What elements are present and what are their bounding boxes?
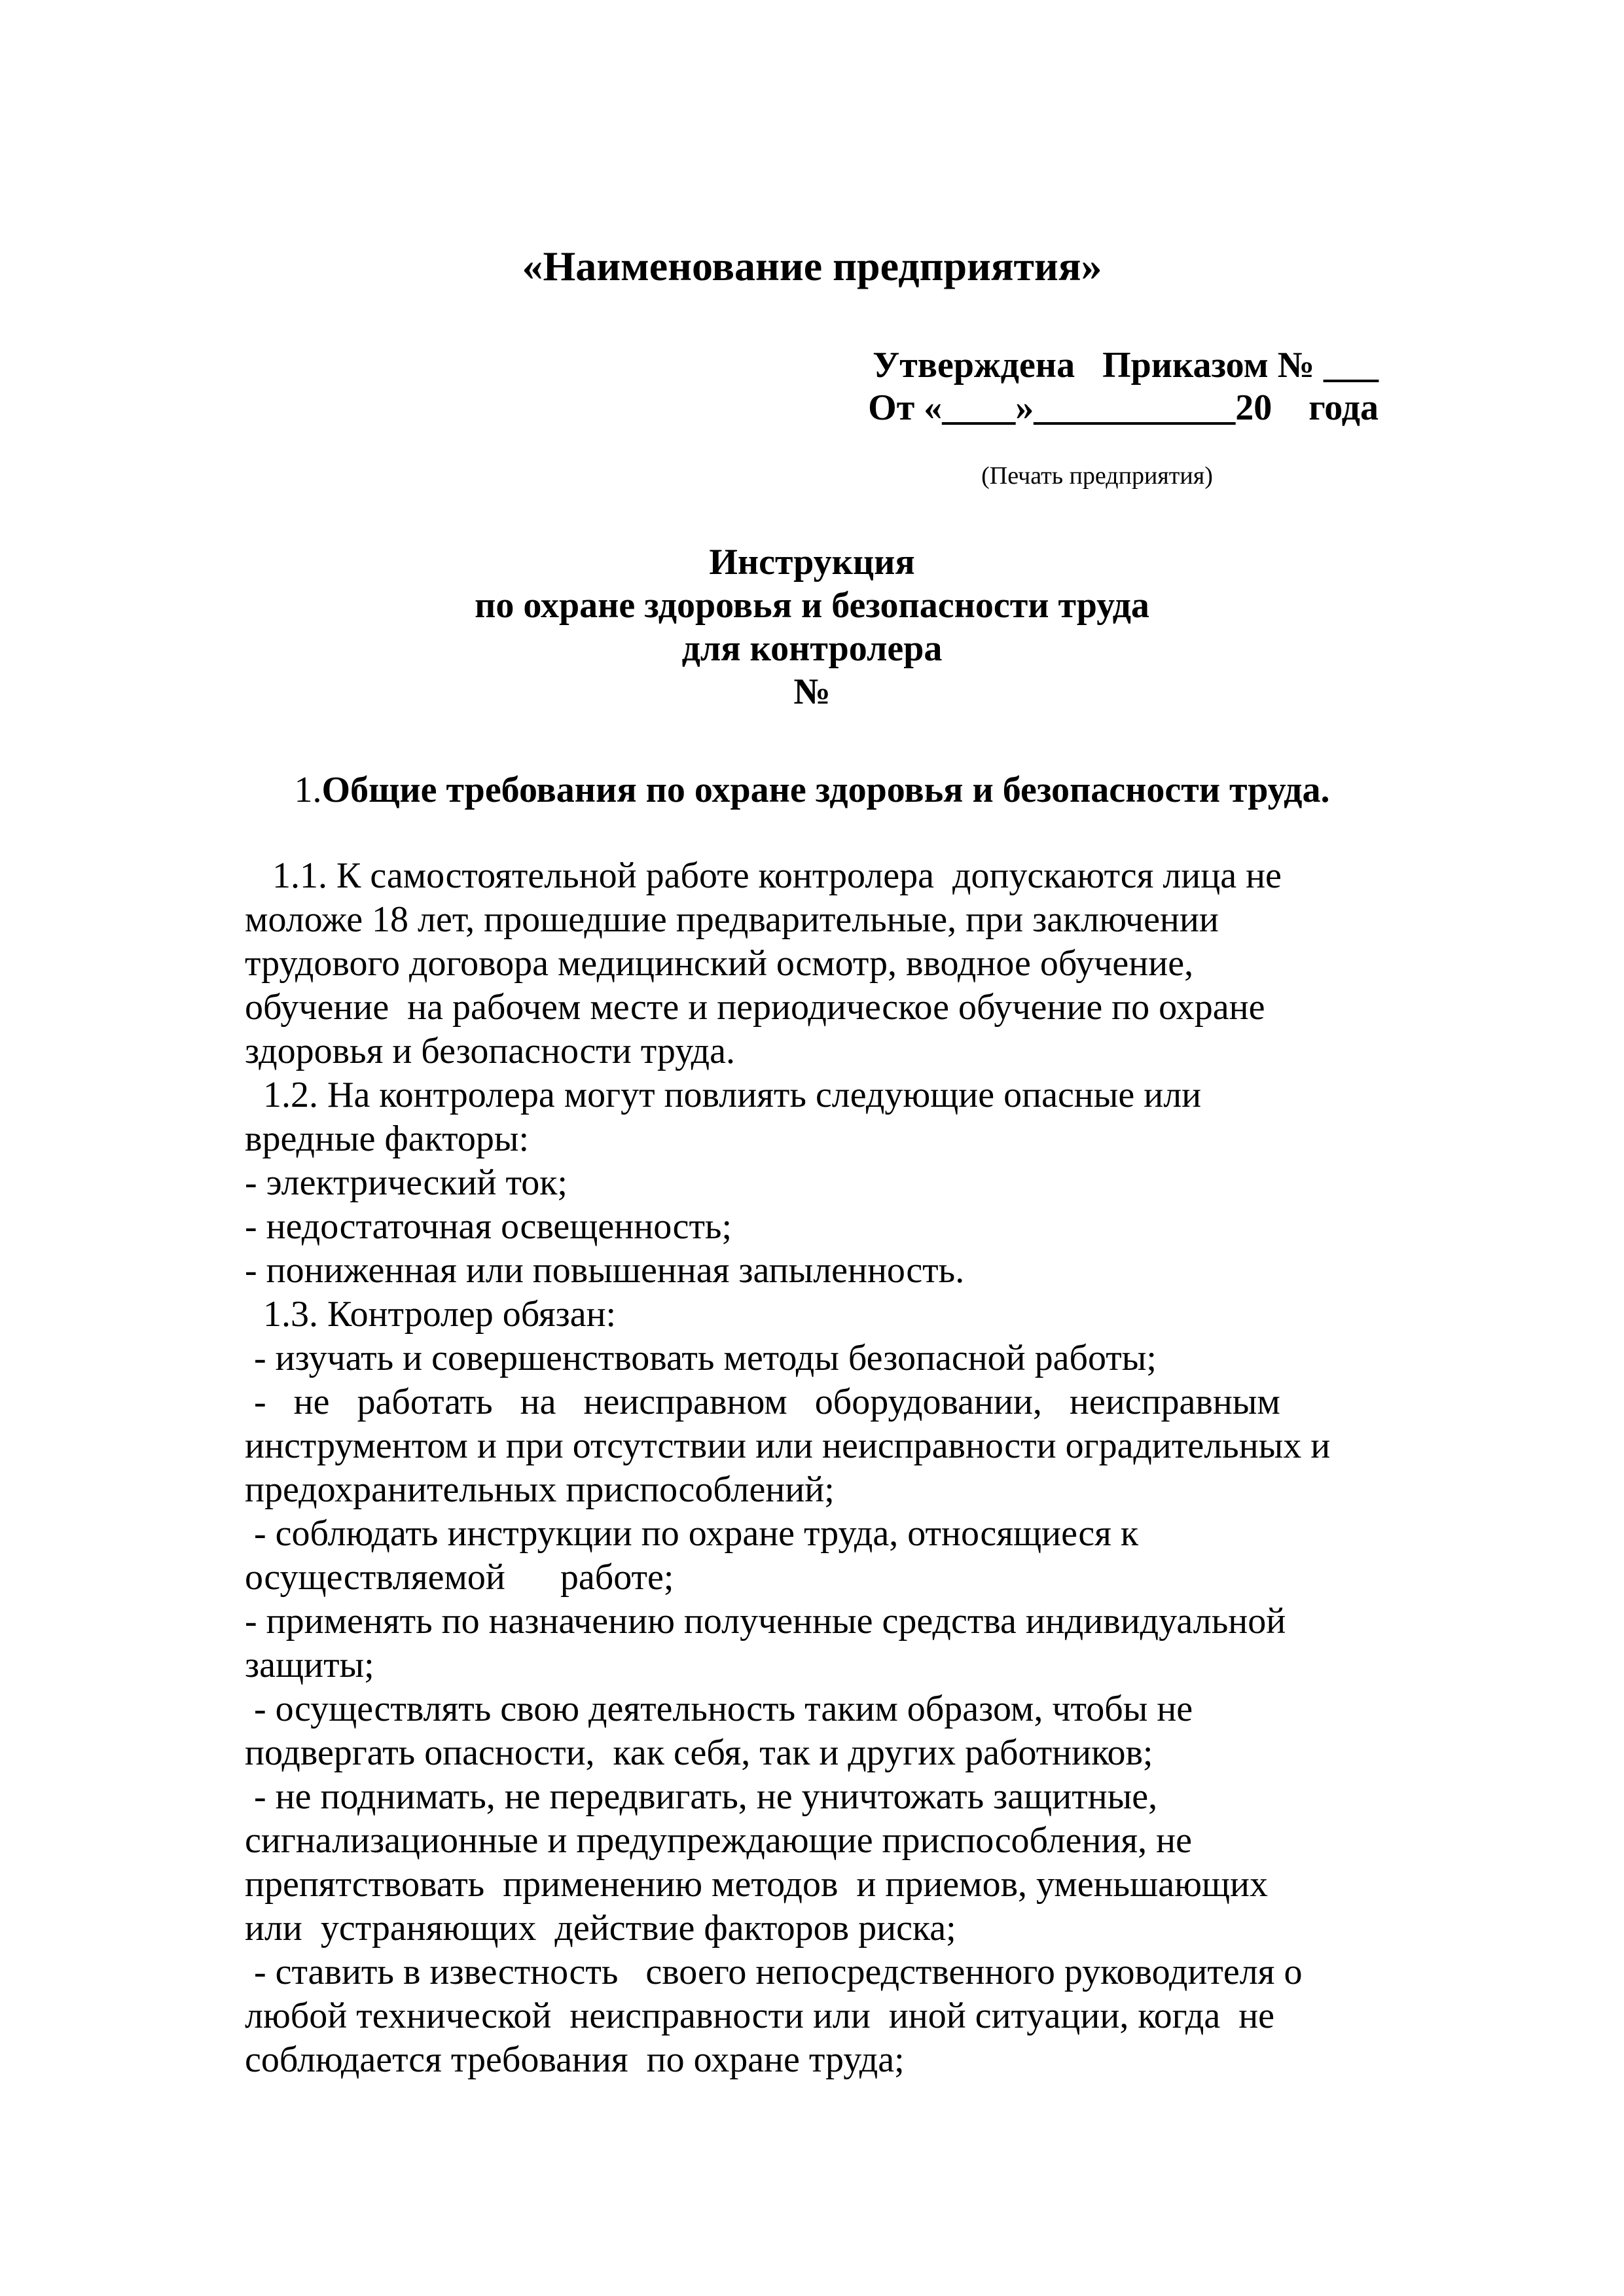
body-line: инструментом и при отсутствии или неисправности оградительных и <box>245 1426 1331 1466</box>
body-line: защиты; <box>245 1645 374 1685</box>
approval-date-line: От «____»___________20 года <box>868 387 1379 428</box>
body-line: 1.3. Контролер обязан: <box>245 1294 617 1335</box>
approval-order-line: Утверждена Приказом № ___ <box>873 345 1379 386</box>
body-line: моложе 18 лет, прошедшие предварительные, при заключении <box>245 899 1219 940</box>
section-number: 1. <box>294 770 322 810</box>
organization-name: «Наименование предприятия» <box>522 243 1102 289</box>
title-line-4: № <box>793 672 831 712</box>
section-heading-text: Общие требования по охране здоровья и безопасности труда. <box>321 770 1330 810</box>
body-line: - ставить в известность своего непосредственного руководителя о <box>245 1952 1303 1992</box>
body-line: - не поднимать, не передвигать, не уничтожать защитные, <box>245 1776 1158 1817</box>
body-line: - электрический ток; <box>245 1162 568 1203</box>
body-line: вредные факторы: <box>245 1119 530 1159</box>
body-line: сигнализационные и предупреждающие приспособления, не <box>245 1820 1192 1861</box>
title-line-2: по охране здоровья и безопасности труда <box>475 585 1149 626</box>
body-line: предохранительных приспособлений; <box>245 1469 835 1510</box>
title-line-3: для контролера <box>681 628 943 669</box>
body-line: - соблюдать инструкции по охране труда, относящиеся к <box>245 1513 1139 1554</box>
body-line: - применять по назначению полученные средства индивидуальной <box>245 1601 1286 1641</box>
body-line: обучение на рабочем месте и периодическое обучение по охране <box>245 987 1265 1028</box>
body-line: любой технической неисправности или иной ситуации, когда не <box>245 1996 1275 2036</box>
body-line: соблюдается требования по охране труда; <box>245 2039 905 2080</box>
body-text <box>245 854 1384 2082</box>
body-line: или устраняющих действие факторов риска; <box>245 1908 956 1948</box>
body-line: - пониженная или повышенная запыленность. <box>245 1250 965 1291</box>
body-line: - осуществлять свою деятельность таким образом, чтобы не <box>245 1689 1193 1729</box>
body-line: 1.2. На контролера могут повлиять следующие опасные или <box>245 1075 1202 1115</box>
title-line-1: Инструкция <box>709 542 915 583</box>
body-line: осуществляемой работе; <box>245 1557 674 1598</box>
body-line: подвергать опасности, как себя, так и других работников; <box>245 1732 1153 1773</box>
document-title <box>0 541 1624 713</box>
body-line: здоровья и безопасности труда. <box>245 1031 735 1071</box>
body-line: - изучать и совершенствовать методы безопасной работы; <box>245 1338 1157 1378</box>
stamp-note: (Печать предприятия) <box>981 462 1213 490</box>
body-line: препятствовать применению методов и приемов, уменьшающих <box>245 1864 1268 1905</box>
body-line: - недостаточная освещенность; <box>245 1206 732 1247</box>
body-line: - не работать на неисправном оборудовании, неисправным <box>245 1382 1280 1422</box>
body-line: 1.1. К самостоятельной работе контролера допускаются лица не <box>245 855 1282 896</box>
body-line: трудового договора медицинский осмотр, вводное обучение, <box>245 943 1194 984</box>
section-1-heading <box>0 766 1624 814</box>
